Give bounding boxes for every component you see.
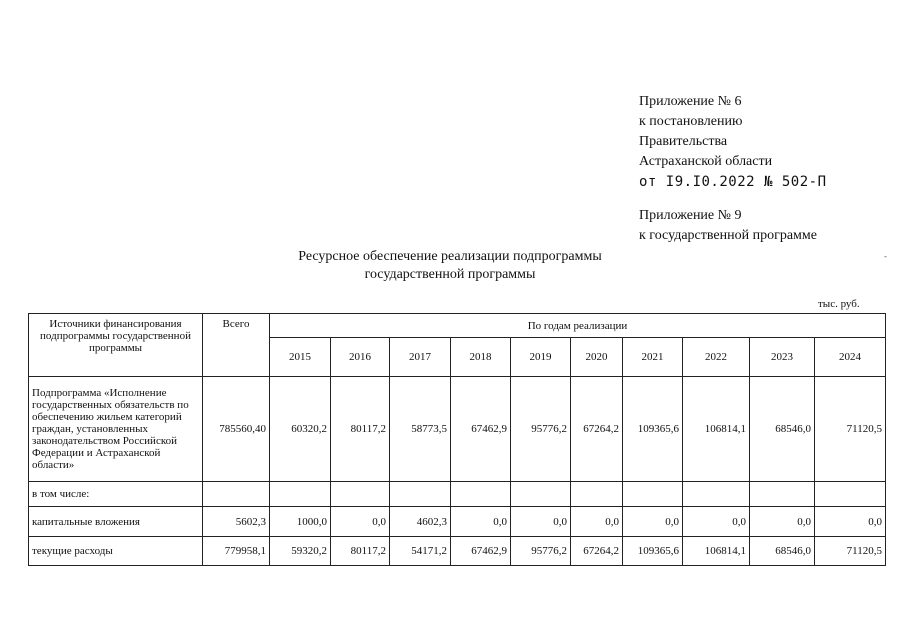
year-cell: 2020	[571, 338, 623, 377]
row-value: 0,0	[623, 507, 683, 537]
row-total: 779958,1	[203, 537, 270, 566]
row-value: 60320,2	[270, 377, 331, 482]
header-source: Источники финансирования подпрограммы государственной программы	[29, 314, 203, 377]
title-line: государственной программы	[364, 267, 536, 282]
row-value: 109365,6	[623, 377, 683, 482]
row-value: 67264,2	[571, 537, 623, 566]
appendix-line: Астраханской области	[639, 154, 773, 169]
year-cell: 2021	[623, 338, 683, 377]
row-value	[623, 482, 683, 507]
row-value	[571, 482, 623, 507]
row-value: 54171,2	[390, 537, 451, 566]
row-value	[331, 482, 390, 507]
row-value	[815, 482, 886, 507]
row-value: 0,0	[815, 507, 886, 537]
row-value: 67264,2	[571, 377, 623, 482]
row-value: 4602,3	[390, 507, 451, 537]
row-value: 71120,5	[815, 537, 886, 566]
resources-table	[28, 313, 886, 566]
appendix-line: Приложение № 9	[639, 208, 742, 223]
row-value: 67462,9	[451, 537, 511, 566]
document-title	[240, 248, 660, 284]
year-cell: 2015	[270, 338, 331, 377]
row-label: Подпрограмма «Исполнение государственных обязательств по обеспечению жильем категорий граждан, установленных законодательством Российской Федерации и Астраханской области»	[29, 377, 203, 482]
row-value: 106814,1	[683, 377, 750, 482]
row-value: 68546,0	[750, 377, 815, 482]
row-value: 109365,6	[623, 537, 683, 566]
appendix-header	[639, 92, 827, 246]
row-value: 0,0	[331, 507, 390, 537]
table-row	[29, 507, 886, 537]
row-value: 71120,5	[815, 377, 886, 482]
margin-mark: -	[884, 251, 887, 261]
appendix-line: к постановлению	[639, 114, 743, 129]
row-value	[683, 482, 750, 507]
row-value	[451, 482, 511, 507]
row-value	[390, 482, 451, 507]
row-value: 0,0	[451, 507, 511, 537]
table-row	[29, 537, 886, 566]
table-row	[29, 377, 886, 482]
row-value: 67462,9	[451, 377, 511, 482]
row-total: 785560,40	[203, 377, 270, 482]
header-total: Всего	[203, 314, 270, 377]
row-value	[511, 482, 571, 507]
row-value: 95776,2	[511, 537, 571, 566]
row-value: 0,0	[683, 507, 750, 537]
table-header-row	[29, 314, 886, 338]
row-value: 0,0	[511, 507, 571, 537]
row-value: 80117,2	[331, 377, 390, 482]
header-years: По годам реализации	[270, 314, 886, 338]
row-value: 95776,2	[511, 377, 571, 482]
row-total	[203, 482, 270, 507]
row-label: в том числе:	[29, 482, 203, 507]
row-value: 1000,0	[270, 507, 331, 537]
row-value: 80117,2	[331, 537, 390, 566]
row-label: капитальные вложения	[29, 507, 203, 537]
row-value: 68546,0	[750, 537, 815, 566]
row-value: 58773,5	[390, 377, 451, 482]
year-cell: 2018	[451, 338, 511, 377]
year-cell: 2022	[683, 338, 750, 377]
appendix-line: Правительства	[639, 134, 728, 149]
row-value: 0,0	[571, 507, 623, 537]
appendix-line: Приложение № 6	[639, 94, 742, 109]
year-cell: 2023	[750, 338, 815, 377]
row-value: 0,0	[750, 507, 815, 537]
units-label: тыс. руб.	[818, 298, 860, 310]
row-value: 59320,2	[270, 537, 331, 566]
year-cell: 2019	[511, 338, 571, 377]
row-value	[750, 482, 815, 507]
year-cell: 2024	[815, 338, 886, 377]
row-value: 106814,1	[683, 537, 750, 566]
decree-date-number: от I9.I0.2022 № 502-П	[639, 174, 827, 190]
appendix-line: к государственной программе	[639, 228, 817, 243]
row-total: 5602,3	[203, 507, 270, 537]
title-line: Ресурсное обеспечение реализации подпрограммы	[298, 249, 602, 264]
year-cell: 2016	[331, 338, 390, 377]
table-row	[29, 482, 886, 507]
row-value	[270, 482, 331, 507]
year-cell: 2017	[390, 338, 451, 377]
row-label: текущие расходы	[29, 537, 203, 566]
